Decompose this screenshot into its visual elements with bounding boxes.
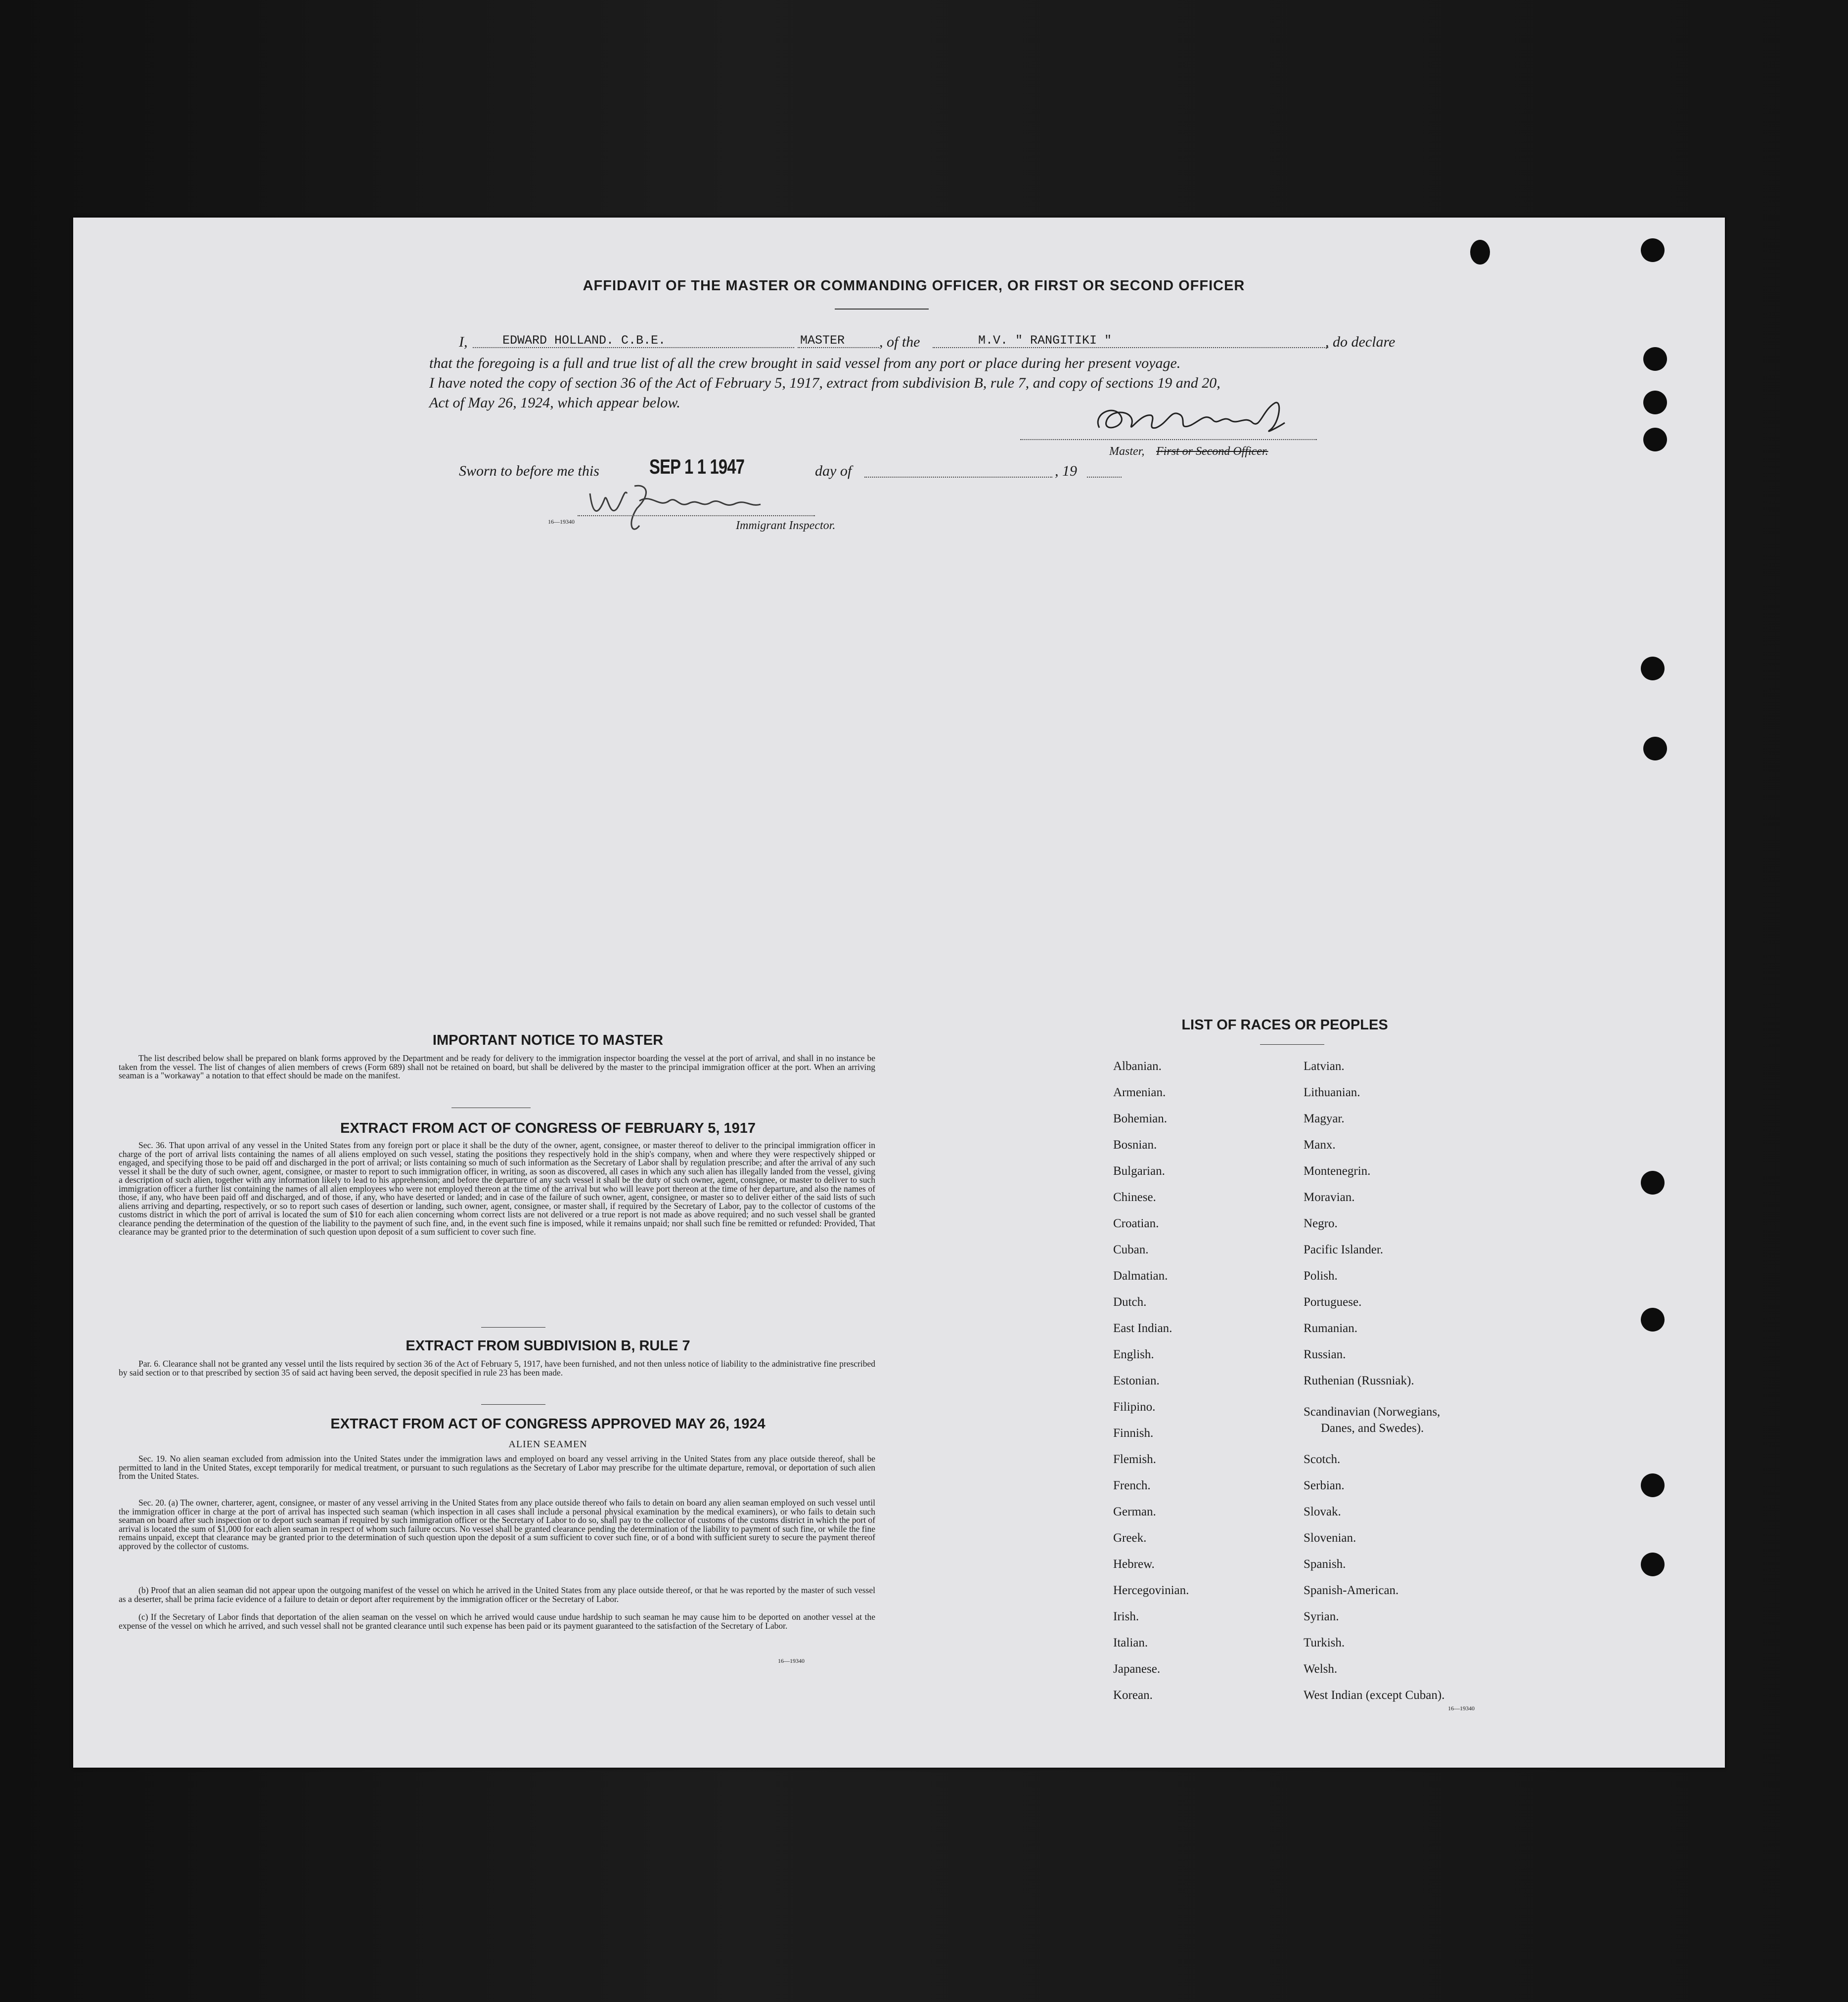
race-item: Hercegovinian. xyxy=(1113,1584,1189,1597)
extract-1924-title: EXTRACT FROM ACT OF CONGRESS APPROVED MAY 26, 1924 xyxy=(330,1416,766,1432)
punch-hole-5 xyxy=(1643,428,1667,451)
punch-hole-2 xyxy=(1641,238,1665,262)
race-item: Montenegrin. xyxy=(1304,1164,1371,1178)
notice-body: The list described below shall be prepared on blank forms approved by the Department and be ready for delivery to the immigration inspector boarding the vessel at the port of arrival, and shall in no instance be taken from the vessel. The list of changes of alien members of crews (Form 689) shall not be retained on board, but shall be delivered by the master to the principal immigration officer at the port. When an arriving seaman is a "workaway" a notation to that effect should be made on the manifest. xyxy=(119,1053,875,1080)
race-item: Dalmatian. xyxy=(1113,1269,1168,1283)
master-caption: Master, xyxy=(1109,445,1145,458)
race-item: Russian. xyxy=(1304,1348,1346,1361)
subdivision-body: Par. 6. Clearance shall not be granted any vessel until the lists required by section 36 of the Act of February 5, 1917, have been furnished, and not then unless notice of liability to the administrative fine prescribed by said section or to that prescribed by section 35 of said act having been served, the deposit specified in rule 23 has been made. xyxy=(119,1359,875,1378)
subdivision-title: EXTRACT FROM SUBDIVISION B, RULE 7 xyxy=(406,1338,690,1354)
of-the-text: , of the xyxy=(879,334,920,350)
race-item: German. xyxy=(1113,1505,1156,1518)
race-item: Bulgarian. xyxy=(1113,1164,1165,1178)
sec19-body: Sec. 19. No alien seaman excluded from admission into the United States under the immigration laws and employed on board any vessel arriving in the United States from any place outside thereof, shall be permitted to land in the United States, except temporarily for medical treatment, or pursuant to such regulations as the Secretary of Labor may prescribe for the ultimate departure, removal, or deportation of such alien from the United States. xyxy=(119,1454,875,1481)
extract-1924-rule xyxy=(481,1404,545,1405)
punch-hole-11 xyxy=(1641,1553,1665,1576)
race-item: Estonian. xyxy=(1113,1374,1160,1387)
inspector-caption: Immigrant Inspector. xyxy=(736,519,836,532)
race-item: Welsh. xyxy=(1304,1662,1338,1676)
race-item: Hebrew. xyxy=(1113,1557,1155,1571)
affidavit-title: AFFIDAVIT OF THE MASTER OR COMMANDING OFFICER, OR FIRST OR SECOND OFFICER xyxy=(583,278,1245,294)
race-item: Flemish. xyxy=(1113,1453,1156,1466)
race-item: Rumanian. xyxy=(1304,1322,1358,1335)
sworn-date-stamp: SEP 1 1 1947 xyxy=(649,455,745,478)
vessel-name-field: M.V. " RANGITIKI " xyxy=(978,333,1112,348)
extract-1917-body: Sec. 36. That upon arrival of any vessel in the United States from any foreign port or place it shall be the duty of the owner, agent, consignee, or master thereof to deliver to the principal immigration officer in charge of the port of arrival lists containing the names of all aliens employed on such vessel, stating the positions they respectively hold in the ship's company, when and where they were respectively shipped or engaged, and specifying those to be paid off and discharged in the port of arrival; or lists containing so much of such information as the Secretary of Labor shall by regulation prescribe; and after the arrival of any such vessel it shall be the duty of such owner, agent, consignee, or master to report to such immigration officer, in writing, as soon as discovered, all cases in which any such alien has illegally landed from the vessel, giving a description of such alien, together with any information likely to lead to his apprehension; and before the departure of any such vessel it shall be the duty of such owner, agent, consignee, or master to deliver to such immigration officer a further list containing the names of all alien employees who were not employed thereon at the time of the arrival but who will leave port thereon at the time of her departure, and also the names of those, if any, who have been paid off and discharged, and of those, if any, who have deserted or landed; and in case of the failure of such owner, agent, consignee, or master so to deliver either of the said lists of such aliens arriving and departing, respectively, or so to report such cases of desertion or landing, such owner, agent, consignee, or master shall, if required by the Secretary of Labor, pay to the collector of customs of the customs district in which the port of arrival is located the sum of $10 for each alien concerning whom correct lists are not delivered or a true report is not made as above required; and no such vessel shall be granted clearance pending the determination of the question of the liability to the payment of such fine, and, in the event such fine is imposed, while it remains unpaid; nor shall such fine be remitted or refunded: Provided, That clearance may be granted prior to the determination of such question upon deposit of a sum sufficient to cover such fine. xyxy=(119,1140,875,1237)
race-item: East Indian. xyxy=(1113,1322,1172,1335)
affidavit-line4: Act of May 26, 1924, which appear below. xyxy=(429,395,680,411)
race-item: Moravian. xyxy=(1304,1191,1355,1204)
race-item: Filipino. xyxy=(1113,1400,1156,1414)
year-line xyxy=(1087,477,1122,478)
subdivision-rule xyxy=(481,1327,545,1328)
extract-1924-subtitle: ALIEN SEAMEN xyxy=(508,1439,587,1450)
rank-field: MASTER xyxy=(800,333,845,348)
race-item: Dutch. xyxy=(1113,1295,1147,1309)
do-declare-text: , do declare xyxy=(1325,334,1396,350)
punch-hole-6 xyxy=(1641,657,1665,680)
race-item: Syrian. xyxy=(1304,1610,1339,1623)
race-item: Lithuanian. xyxy=(1304,1086,1360,1099)
race-item: French. xyxy=(1113,1479,1151,1492)
race-item: Scotch. xyxy=(1304,1453,1341,1466)
race-item: Slovenian. xyxy=(1304,1531,1356,1545)
day-of-line xyxy=(864,477,1052,478)
race-item: West Indian (except Cuban). xyxy=(1304,1689,1445,1702)
race-item: Ruthenian (Russniak). xyxy=(1304,1374,1414,1387)
race-item: Bohemian. xyxy=(1113,1112,1168,1125)
affidavit-line2: that the foregoing is a full and true list of all the crew brought in said vessel from any port or place during her present voyage. xyxy=(429,355,1181,371)
race-item: Scandinavian (Norwegians, xyxy=(1304,1405,1441,1419)
race-item: Greek. xyxy=(1113,1531,1147,1545)
race-item: Armenian. xyxy=(1113,1086,1166,1099)
sec20c-body: (c) If the Secretary of Labor finds that deportation of the alien seaman on the vessel on which he arrived would cause undue hardship to such seaman he may cause him to be deported on another vessel at the expense of the vessel on which he arrived, and such vessel shall not be granted clearance until such expense has been paid or its payment guaranteed to the satisfaction of the Secretary of Labor. xyxy=(119,1612,875,1631)
punch-hole-3 xyxy=(1643,347,1667,371)
race-item: Negro. xyxy=(1304,1217,1338,1230)
day-of-text: day of xyxy=(815,463,852,479)
year-prefix-text: , 19 xyxy=(1055,463,1077,479)
master-signature-line xyxy=(1020,439,1317,440)
affidavit-title-rule xyxy=(835,309,929,310)
punch-hole-1 xyxy=(1470,240,1490,265)
race-item: Slovak. xyxy=(1304,1505,1341,1518)
race-item: Portuguese. xyxy=(1304,1295,1362,1309)
sec20a-body: Sec. 20. (a) The owner, charterer, agent, consignee, or master of any vessel arriving in the United States from any place outside thereof who fails to detain on board any alien seaman employed on such vessel until the immigration officer in charge at the port of arrival has inspected such seaman (which inspection in all cases shall include a personal physical examination by the medical examiners), or who fails to detain such seaman on board after such inspection or to deport such seaman if required by such immigration officer or the Secretary of Labor to do so, shall pay to the collector of customs of the customs district in which the port of arrival is located the sum of $1,000 for each alien seaman in respect of whom such failure occurs. No vessel shall be granted clearance pending the determination of the liability to payment of such fine, or while the fine remains unpaid, except that clearance may be granted prior to the determination of such question upon the deposit of a sum sufficient to cover such fine, or of a bond with sufficient surety to secure the payment thereof approved by the collector of customs. xyxy=(119,1498,875,1551)
race-item: Finnish. xyxy=(1113,1426,1154,1440)
race-item: Bosnian. xyxy=(1113,1138,1157,1152)
sec20b-body: (b) Proof that an alien seaman did not appear upon the outgoing manifest of the vessel on which he arrived in the United States from any place outside thereof, or that he was reported by the master of such vessel as a deserter, shall be prima facie evidence of a failure to detain or deport after requirement by the immigration officer or the Secretary of Labor. xyxy=(119,1585,875,1604)
race-item: Polish. xyxy=(1304,1269,1338,1283)
race-item: Croatian. xyxy=(1113,1217,1159,1230)
punch-hole-9 xyxy=(1641,1308,1665,1332)
inspector-form-code: 16—19340 xyxy=(548,518,575,525)
race-item: Chinese. xyxy=(1113,1191,1156,1204)
race-item: Magyar. xyxy=(1304,1112,1345,1125)
first-second-officer-struck: First or Second Officer. xyxy=(1156,445,1268,458)
race-item: Irish. xyxy=(1113,1610,1139,1623)
races-title-rule xyxy=(1260,1044,1324,1045)
extract-1917-title: EXTRACT FROM ACT OF CONGRESS OF FEBRUARY 5, 1917 xyxy=(340,1120,756,1136)
race-item: Turkish. xyxy=(1304,1636,1345,1649)
race-item: Latvian. xyxy=(1304,1060,1345,1073)
affidavit-line3: I have noted the copy of section 36 of the Act of February 5, 1917, extract from subdivision B, rule 7, and copy of sections 19 and 20, xyxy=(429,375,1220,391)
races-form-code: 16—19340 xyxy=(1448,1705,1475,1712)
race-item: Korean. xyxy=(1113,1689,1153,1702)
race-item: Serbian. xyxy=(1304,1479,1345,1492)
notice-title: IMPORTANT NOTICE TO MASTER xyxy=(432,1032,664,1048)
punch-hole-7 xyxy=(1643,737,1667,760)
race-item: Albanian. xyxy=(1113,1060,1162,1073)
punch-hole-8 xyxy=(1641,1171,1665,1195)
race-item: Spanish. xyxy=(1304,1557,1346,1571)
race-item: Manx. xyxy=(1304,1138,1336,1152)
race-item: Pacific Islander. xyxy=(1304,1243,1384,1256)
punch-hole-4 xyxy=(1643,391,1667,414)
document-page xyxy=(73,218,1725,1768)
punch-hole-10 xyxy=(1641,1473,1665,1497)
race-item: Japanese. xyxy=(1113,1662,1161,1676)
race-item: Danes, and Swedes). xyxy=(1321,1422,1424,1435)
race-item: Italian. xyxy=(1113,1636,1148,1649)
affidavit-line1-i: I, xyxy=(459,334,468,350)
races-title: LIST OF RACES OR PEOPLES xyxy=(1181,1017,1388,1033)
race-item: English. xyxy=(1113,1348,1154,1361)
extract-form-code: 16—19340 xyxy=(778,1657,805,1664)
race-item: Spanish-American. xyxy=(1304,1584,1399,1597)
master-name-field: EDWARD HOLLAND. C.B.E. xyxy=(502,333,666,348)
race-item: Cuban. xyxy=(1113,1243,1149,1256)
sworn-text: Sworn to before me this xyxy=(459,463,599,479)
